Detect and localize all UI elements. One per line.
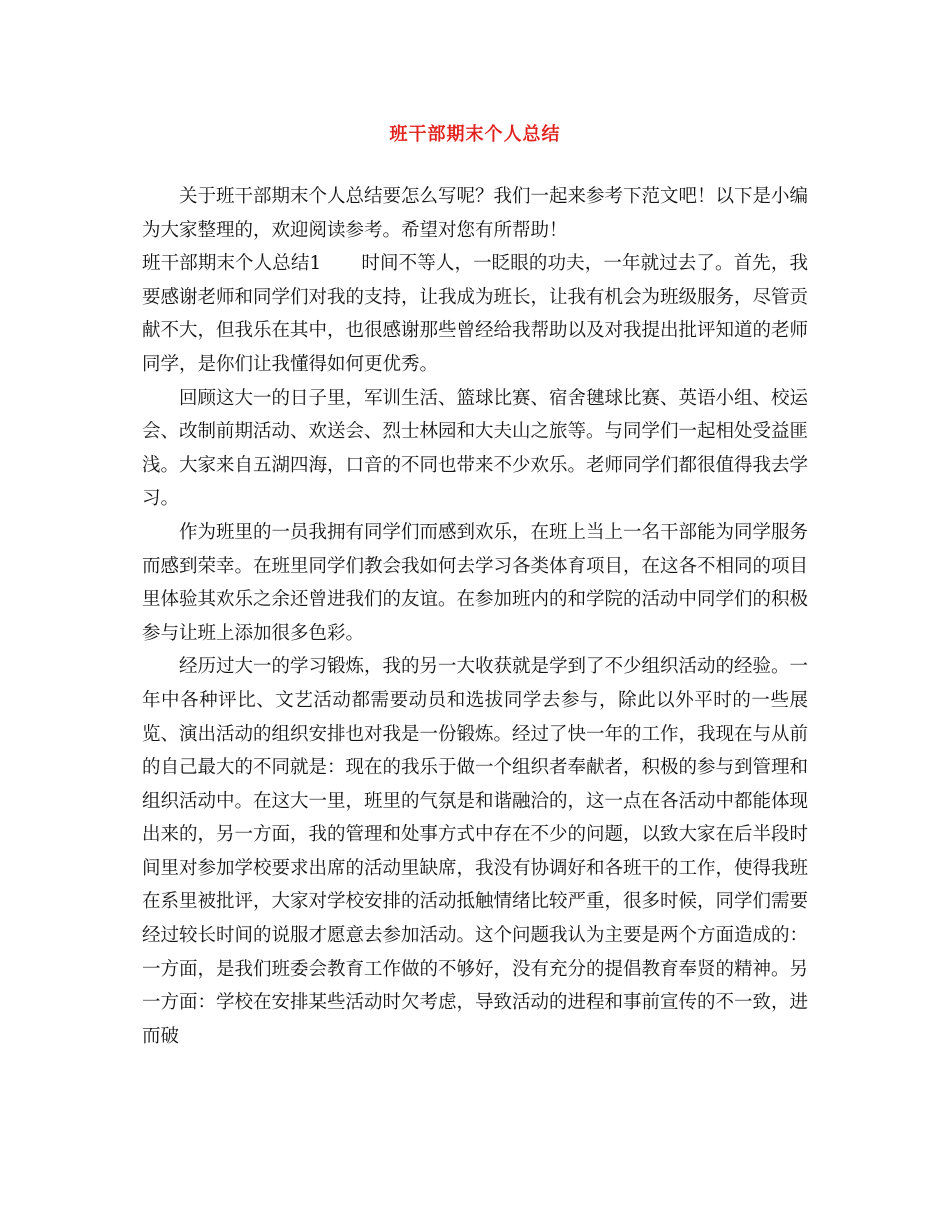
paragraph-3: 作为班里的一员我拥有同学们而感到欢乐，在班上当上一名干部能为同学服务而感到荣幸。在班里同学们教会我如何去学习各类体育项目，在这各不相同的项目里体验其欢乐之余还曾进我们的友谊。在参加班内的和学院的活动中同学们的积极参与让班上添加很多色彩。: [142, 521, 809, 644]
document-title: 班干部期末个人总结: [389, 124, 561, 145]
paragraph-2: 回顾这大一的日子里，军训生活、篮球比赛、宿舍毽球比赛、英语小组、校运会、改制前期活动、欢送会、烈士林园和大夫山之旅等。与同学们一起相处受益匪浅。大家来自五湖四海，口音的不同也带来不少欢乐。老师同学们都很值得我去学习。: [142, 387, 809, 510]
paragraph-1-text: 时间不等人，一眨眼的功夫，一年就过去了。首先，我要感谢老师和同学们对我的支持，让我成为班长，让我有机会为班级服务，尽管贡献不大，但我乐在其中，也很感谢那些曾经给我帮助以及对我提出批评知道的老师同学，是你们让我懂得如何更优秀。: [142, 253, 809, 375]
section-heading: 班干部期末个人总结1: [142, 253, 322, 275]
intro-paragraph: 关于班干部期末个人总结要怎么写呢？我们一起来参考下范文吧！以下是小编为大家整理的，欢迎阅读参考。希望对您有所帮助！: [142, 186, 809, 241]
document-body: [142, 180, 808, 1053]
paragraph-4: 经历过大一的学习锻炼，我的另一大收获就是学到了不少组织活动的经验。一年中各种评比、文艺活动都需要动员和选拔同学去参与，除此以外平时的一些展览、演出活动的组织安排也对我是一份锻炼。经过了快一年的工作，我现在与从前的自己最大的不同就是：现在的我乐于做一个组织者奉献者，积极的参与到管理和组织活动中。在这大一里，班里的气氛是和谐融洽的，这一点在各活动中都能体现出来的，另一方面，我的管理和处事方式中存在不少的问题，以致大家在后半段时间里对参加学校要求出席的活动里缺席，我没有协调好和各班干的工作，使得我班在系里被批评，大家对学校安排的活动抵触情绪比较严重，很多时候，同学们需要经过较长时间的说服才愿意去参加活动。这个问题我认为主要是两个方面造成的：一方面，是我们班委会教育工作做的不够好，没有充分的提倡教育奉贤的精神。另一方面：学校在安排某些活动时欠考虑，导致活动的进程和事前宣传的不一致，进而破: [142, 656, 809, 1047]
section-1-paragraph: [142, 247, 808, 381]
